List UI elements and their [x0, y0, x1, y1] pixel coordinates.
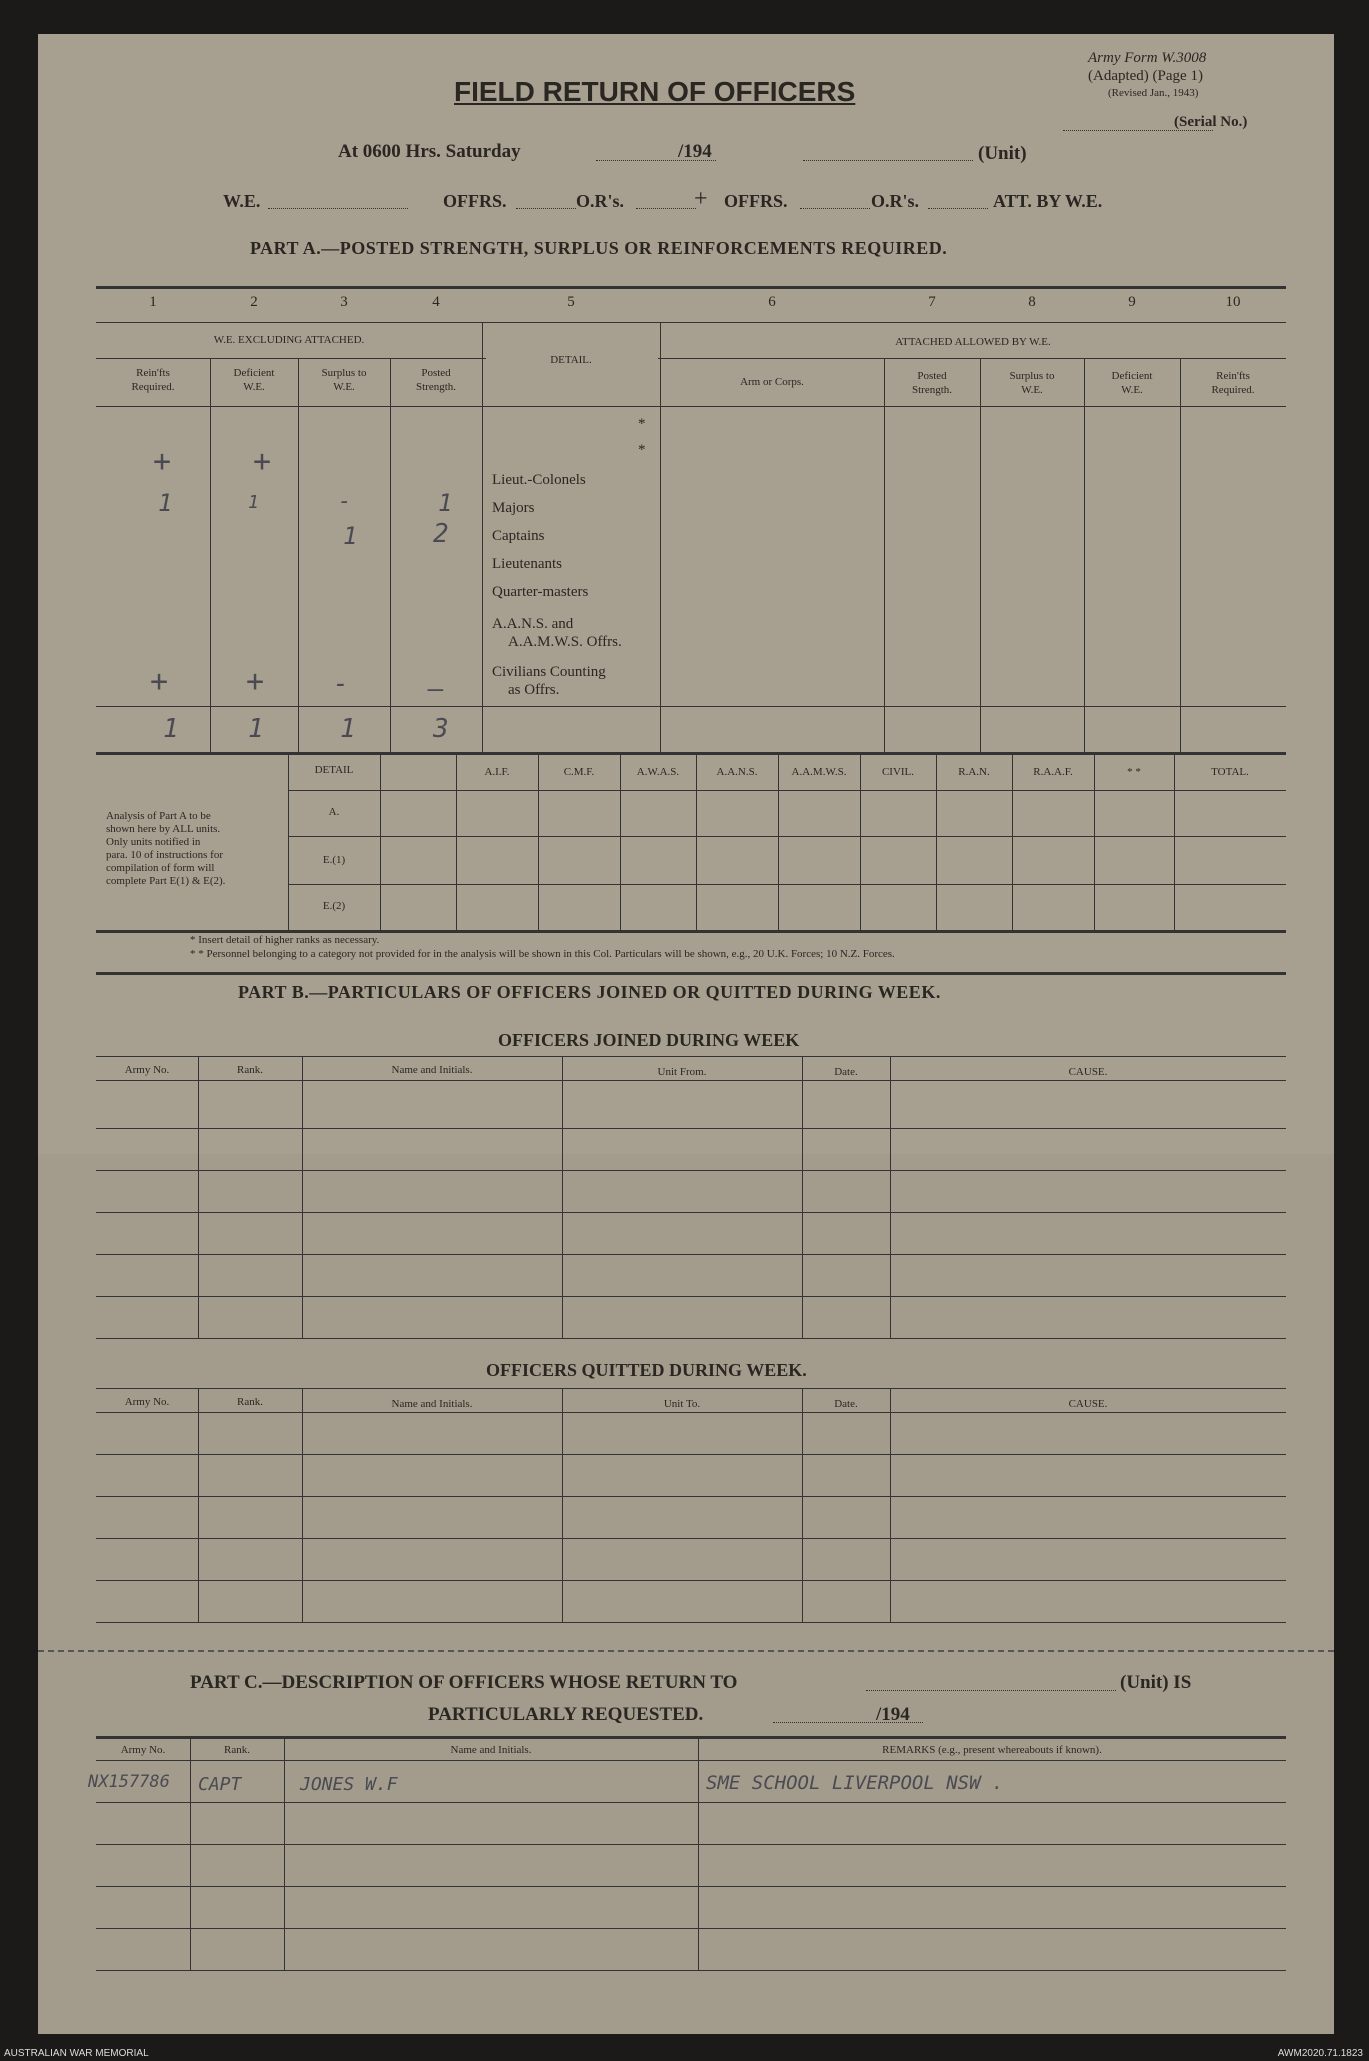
- analysis-head: CIVIL.: [881, 766, 915, 778]
- col-divider: [1084, 358, 1085, 752]
- analysis-row-label: A.: [328, 806, 340, 818]
- part-c-row-rule: [96, 1886, 1286, 1887]
- col-divider: [198, 1056, 199, 1338]
- hw-mark: 1: [343, 522, 358, 550]
- col-divider: [884, 358, 885, 752]
- quitted-top-rule: [96, 1388, 1286, 1389]
- form-revised: (Revised Jan., 1943): [1108, 87, 1199, 99]
- quitted-head: Army No.: [124, 1396, 170, 1408]
- footer-accession: AWM2020.71.1823: [1277, 2048, 1363, 2059]
- col-divider: [698, 1736, 699, 1970]
- col-number: 10: [1225, 294, 1241, 310]
- col-divider: [390, 358, 391, 752]
- joined-head: Unit From.: [657, 1066, 707, 1078]
- part-c-head-rule: [96, 1760, 1286, 1761]
- hw-total: 1: [163, 714, 179, 744]
- head-surplus-att: Surplus to: [1009, 370, 1055, 382]
- head-reinfts-att-2: Required.: [1211, 384, 1255, 396]
- part-c-head: Rank.: [224, 1744, 250, 1756]
- head-posted: Posted: [421, 367, 451, 379]
- rank-lieut-colonels: Lieut.-Colonels: [492, 472, 586, 488]
- analysis-head-rule: [288, 790, 1286, 791]
- analysis-head: A.A.M.W.S.: [791, 766, 847, 778]
- head-surplus: Surplus to: [321, 367, 367, 379]
- joined-head: Army No.: [124, 1064, 170, 1076]
- analysis-footnote-1: * Insert detail of higher ranks as necessary.: [190, 934, 380, 946]
- entry-remarks: SME SCHOOL LIVERPOOL NSW .: [706, 1772, 1004, 1794]
- analysis-note: Only units notified in: [106, 836, 201, 848]
- quitted-head: Rank.: [237, 1396, 263, 1408]
- analysis-note: complete Part E(1) & E(2).: [106, 875, 226, 887]
- col-divider: [562, 1056, 563, 1338]
- analysis-head: A.A.N.S.: [716, 766, 758, 778]
- col-number: 6: [768, 294, 776, 310]
- joined-bottom-rule: [96, 1338, 1286, 1339]
- offrs-field-1[interactable]: [516, 208, 576, 209]
- part-b-top-rule: [96, 972, 1286, 975]
- head-deficient-att: Deficient: [1111, 370, 1153, 382]
- quitted-row-rule: [96, 1580, 1286, 1581]
- analysis-bottom-rule: [96, 930, 1286, 933]
- col-divider: [538, 752, 539, 930]
- quitted-head: Date.: [834, 1398, 858, 1410]
- analysis-note: Analysis of Part A to be: [106, 810, 211, 822]
- joined-head: CAUSE.: [1068, 1066, 1108, 1078]
- joined-head: Rank.: [237, 1064, 263, 1076]
- joined-head: Name and Initials.: [391, 1064, 473, 1076]
- col-divider: [890, 1056, 891, 1338]
- part-c-year: /194: [876, 1704, 910, 1725]
- col-divider: [298, 358, 299, 752]
- col-number: 4: [432, 294, 440, 310]
- hw-mark: 1: [158, 489, 173, 517]
- rank-majors: Majors: [492, 500, 535, 516]
- page-title: FIELD RETURN OF OFFICERS: [454, 76, 856, 107]
- quitted-row-rule: [96, 1496, 1286, 1497]
- analysis-row-label: E.(2): [322, 900, 346, 912]
- hw-mark: 1: [438, 489, 453, 517]
- part-c-unit-is: (Unit) IS: [1120, 1672, 1192, 1693]
- part-c-title-2: PARTICULARLY REQUESTED.: [428, 1704, 704, 1725]
- part-a-left-head-rule: [96, 358, 486, 359]
- joined-row-rule: [96, 1170, 1286, 1171]
- col-divider: [210, 358, 211, 752]
- rank-civilians: Civilians Counting: [492, 664, 606, 680]
- part-a-number-rule: [96, 322, 1286, 323]
- col-divider: [284, 1736, 285, 1970]
- col-divider: [802, 1056, 803, 1338]
- joined-top-rule: [96, 1056, 1286, 1057]
- quitted-head: Name and Initials.: [391, 1398, 473, 1410]
- head-reinfts: Rein'fts: [136, 367, 170, 379]
- head-surplus-att-2: W.E.: [1021, 384, 1043, 396]
- col-divider: [198, 1388, 199, 1622]
- head-deficient: Deficient: [233, 367, 275, 379]
- quitted-title: OFFICERS QUITTED DURING WEEK.: [486, 1360, 807, 1380]
- date-year: /194: [678, 141, 712, 162]
- analysis-head: R.A.N.: [958, 766, 990, 778]
- joined-head: Date.: [834, 1066, 858, 1078]
- part-c-head: REMARKS (e.g., present whereabouts if known).: [882, 1744, 1102, 1756]
- hw-mark: –: [428, 674, 444, 704]
- col-divider: [890, 1388, 891, 1622]
- col-divider: [802, 1388, 803, 1622]
- col-divider: [1180, 358, 1181, 752]
- part-c-row-rule: [96, 1802, 1286, 1803]
- analysis-head: C.M.F.: [563, 766, 595, 778]
- col-divider: [302, 1388, 303, 1622]
- quitted-row-rule: [96, 1454, 1286, 1455]
- col-number: 5: [567, 294, 575, 310]
- quitted-head: CAUSE.: [1068, 1398, 1108, 1410]
- unit-field[interactable]: [803, 160, 973, 161]
- hw-mark: 2: [433, 519, 449, 549]
- head-reinfts-2: Required.: [131, 381, 175, 393]
- head-surplus-2: W.E.: [333, 381, 355, 393]
- col-divider: [302, 1056, 303, 1338]
- joined-head-rule: [96, 1080, 1286, 1081]
- ors-field-2[interactable]: [928, 208, 988, 209]
- part-c-bottom-rule: [96, 1970, 1286, 1971]
- col-number: 1: [149, 294, 157, 310]
- att-label: ATT. BY W.E.: [993, 191, 1103, 211]
- ors-label-1: O.R's.: [576, 191, 625, 211]
- offrs-label-1: OFFRS.: [443, 191, 507, 211]
- head-deficient-2: W.E.: [243, 381, 265, 393]
- we-excluding-heading: W.E. EXCLUDING ATTACHED.: [213, 334, 365, 346]
- hw-mark: 1: [248, 492, 259, 513]
- hw-mark: -: [338, 489, 352, 514]
- analysis-row-rule: [288, 884, 1286, 885]
- part-c-top-rule: [96, 1736, 1286, 1739]
- quitted-row-rule: [96, 1538, 1286, 1539]
- col-number: 8: [1028, 294, 1036, 310]
- part-c-head: Army No.: [120, 1744, 166, 1756]
- head-posted-att-2: Strength.: [911, 384, 953, 396]
- quitted-head-rule: [96, 1412, 1286, 1413]
- head-posted-att: Posted: [917, 370, 947, 382]
- part-a-bottom-rule: [96, 752, 1286, 755]
- part-a-title: PART A.—POSTED STRENGTH, SURPLUS OR REINFORCEMENTS REQUIRED.: [250, 238, 948, 258]
- joined-row-rule: [96, 1254, 1286, 1255]
- analysis-head: DETAIL: [314, 764, 354, 776]
- footer-source: AUSTRALIAN WAR MEMORIAL: [4, 2048, 149, 2059]
- part-a-right-head-rule: [658, 358, 1286, 359]
- analysis-note: compilation of form will: [106, 862, 215, 874]
- rank-lieutenants: Lieutenants: [492, 556, 562, 572]
- analysis-head: R.A.A.F.: [1033, 766, 1073, 778]
- plus-sign: +: [694, 186, 708, 212]
- analysis-footnote-2: * * Personnel belonging to a category not provided for in the analysis will be shown in this Col. Particulars will be shown, e.g., 20 U.K. Forces; 10 N.Z. Forces.: [190, 948, 895, 960]
- hw-plus: +: [153, 444, 172, 479]
- col-divider: [456, 752, 457, 930]
- analysis-head: A.W.A.S.: [636, 766, 680, 778]
- form-adapted: (Adapted) (Page 1): [1088, 68, 1203, 84]
- date-line-label: At 0600 Hrs. Saturday: [338, 141, 521, 162]
- col-divider: [190, 1736, 191, 1970]
- part-a-head-bottom-rule: [96, 406, 1286, 407]
- part-a-top-rule: [96, 286, 1286, 289]
- quitted-head: Unit To.: [663, 1398, 701, 1410]
- rank-civilians-2: as Offrs.: [508, 682, 560, 698]
- hw-total: 3: [433, 714, 449, 744]
- col-divider: [860, 752, 861, 930]
- entry-army-no: NX157786: [88, 1772, 170, 1792]
- unit-label: (Unit): [978, 143, 1027, 164]
- form-number: Army Form W.3008: [1088, 50, 1207, 66]
- analysis-head: A.I.F.: [484, 766, 510, 778]
- detail-heading: DETAIL.: [550, 354, 592, 366]
- we-label: W.E.: [223, 191, 261, 211]
- tear-off-line: [38, 1650, 1334, 1652]
- form-sheet: [38, 34, 1334, 2034]
- analysis-row-rule: [288, 836, 1286, 837]
- hw-plus: +: [253, 444, 272, 479]
- head-reinfts-att: Rein'fts: [1216, 370, 1250, 382]
- part-c-unit-field[interactable]: [866, 1690, 1116, 1691]
- ors-field-1[interactable]: [636, 208, 696, 209]
- col-number: 7: [928, 294, 936, 310]
- head-deficient-att-2: W.E.: [1121, 384, 1143, 396]
- col-number: 2: [250, 294, 258, 310]
- ors-label-2: O.R's.: [871, 191, 920, 211]
- attached-allowed-heading: ATTACHED ALLOWED BY W.E.: [895, 336, 1051, 348]
- hw-plus: +: [150, 664, 169, 699]
- col-divider: [980, 358, 981, 752]
- hw-mark: -: [333, 669, 349, 699]
- col-divider: [696, 752, 697, 930]
- head-arm-corps: Arm or Corps.: [740, 376, 804, 388]
- col-divider: [620, 752, 621, 930]
- offrs-field-2[interactable]: [800, 208, 870, 209]
- analysis-note: shown here by ALL units.: [106, 823, 221, 835]
- analysis-note: para. 10 of instructions for: [106, 849, 223, 861]
- rank-asterisk: *: [638, 442, 646, 458]
- entry-rank: CAPT: [198, 1774, 242, 1795]
- joined-row-rule: [96, 1128, 1286, 1129]
- rank-asterisk: *: [638, 416, 646, 432]
- head-posted-2: Strength.: [415, 381, 457, 393]
- col-divider: [380, 752, 381, 930]
- col-divider: [1174, 752, 1175, 930]
- rank-captains: Captains: [492, 528, 545, 544]
- part-c-title: PART C.—DESCRIPTION OF OFFICERS WHOSE RETURN TO: [190, 1672, 738, 1693]
- rank-quarter-masters: Quarter-masters: [492, 584, 589, 600]
- hw-total: 1: [340, 714, 356, 744]
- hw-total: 1: [248, 714, 264, 744]
- quitted-bottom-rule: [96, 1622, 1286, 1623]
- we-field[interactable]: [268, 208, 408, 209]
- col-divider: [562, 1388, 563, 1622]
- part-a-total-rule: [96, 706, 1286, 707]
- col-divider: [1012, 752, 1013, 930]
- col-divider: [1094, 752, 1095, 930]
- col-divider: [936, 752, 937, 930]
- part-c-row-rule: [96, 1844, 1286, 1845]
- part-b-title: PART B.—PARTICULARS OF OFFICERS JOINED OR QUITTED DURING WEEK.: [238, 982, 941, 1002]
- analysis-row-label: E.(1): [322, 854, 346, 866]
- joined-row-rule: [96, 1296, 1286, 1297]
- part-c-row-rule: [96, 1928, 1286, 1929]
- entry-name: JONES W.F: [300, 1774, 398, 1795]
- joined-row-rule: [96, 1212, 1286, 1213]
- rank-aamws: A.A.M.W.S. Offrs.: [508, 634, 622, 650]
- joined-title: OFFICERS JOINED DURING WEEK: [498, 1030, 800, 1050]
- rank-aans: A.A.N.S. and: [492, 616, 574, 632]
- col-number: 9: [1128, 294, 1136, 310]
- analysis-head: * *: [1127, 766, 1141, 778]
- col-divider: [778, 752, 779, 930]
- serial-label: (Serial No.): [1174, 114, 1248, 130]
- col-number: 3: [340, 294, 348, 310]
- hw-plus: +: [246, 664, 265, 699]
- analysis-head: TOTAL.: [1211, 766, 1249, 778]
- col-divider: [482, 322, 483, 752]
- part-c-head: Name and Initials.: [450, 1744, 532, 1756]
- offrs-label-2: OFFRS.: [724, 191, 788, 211]
